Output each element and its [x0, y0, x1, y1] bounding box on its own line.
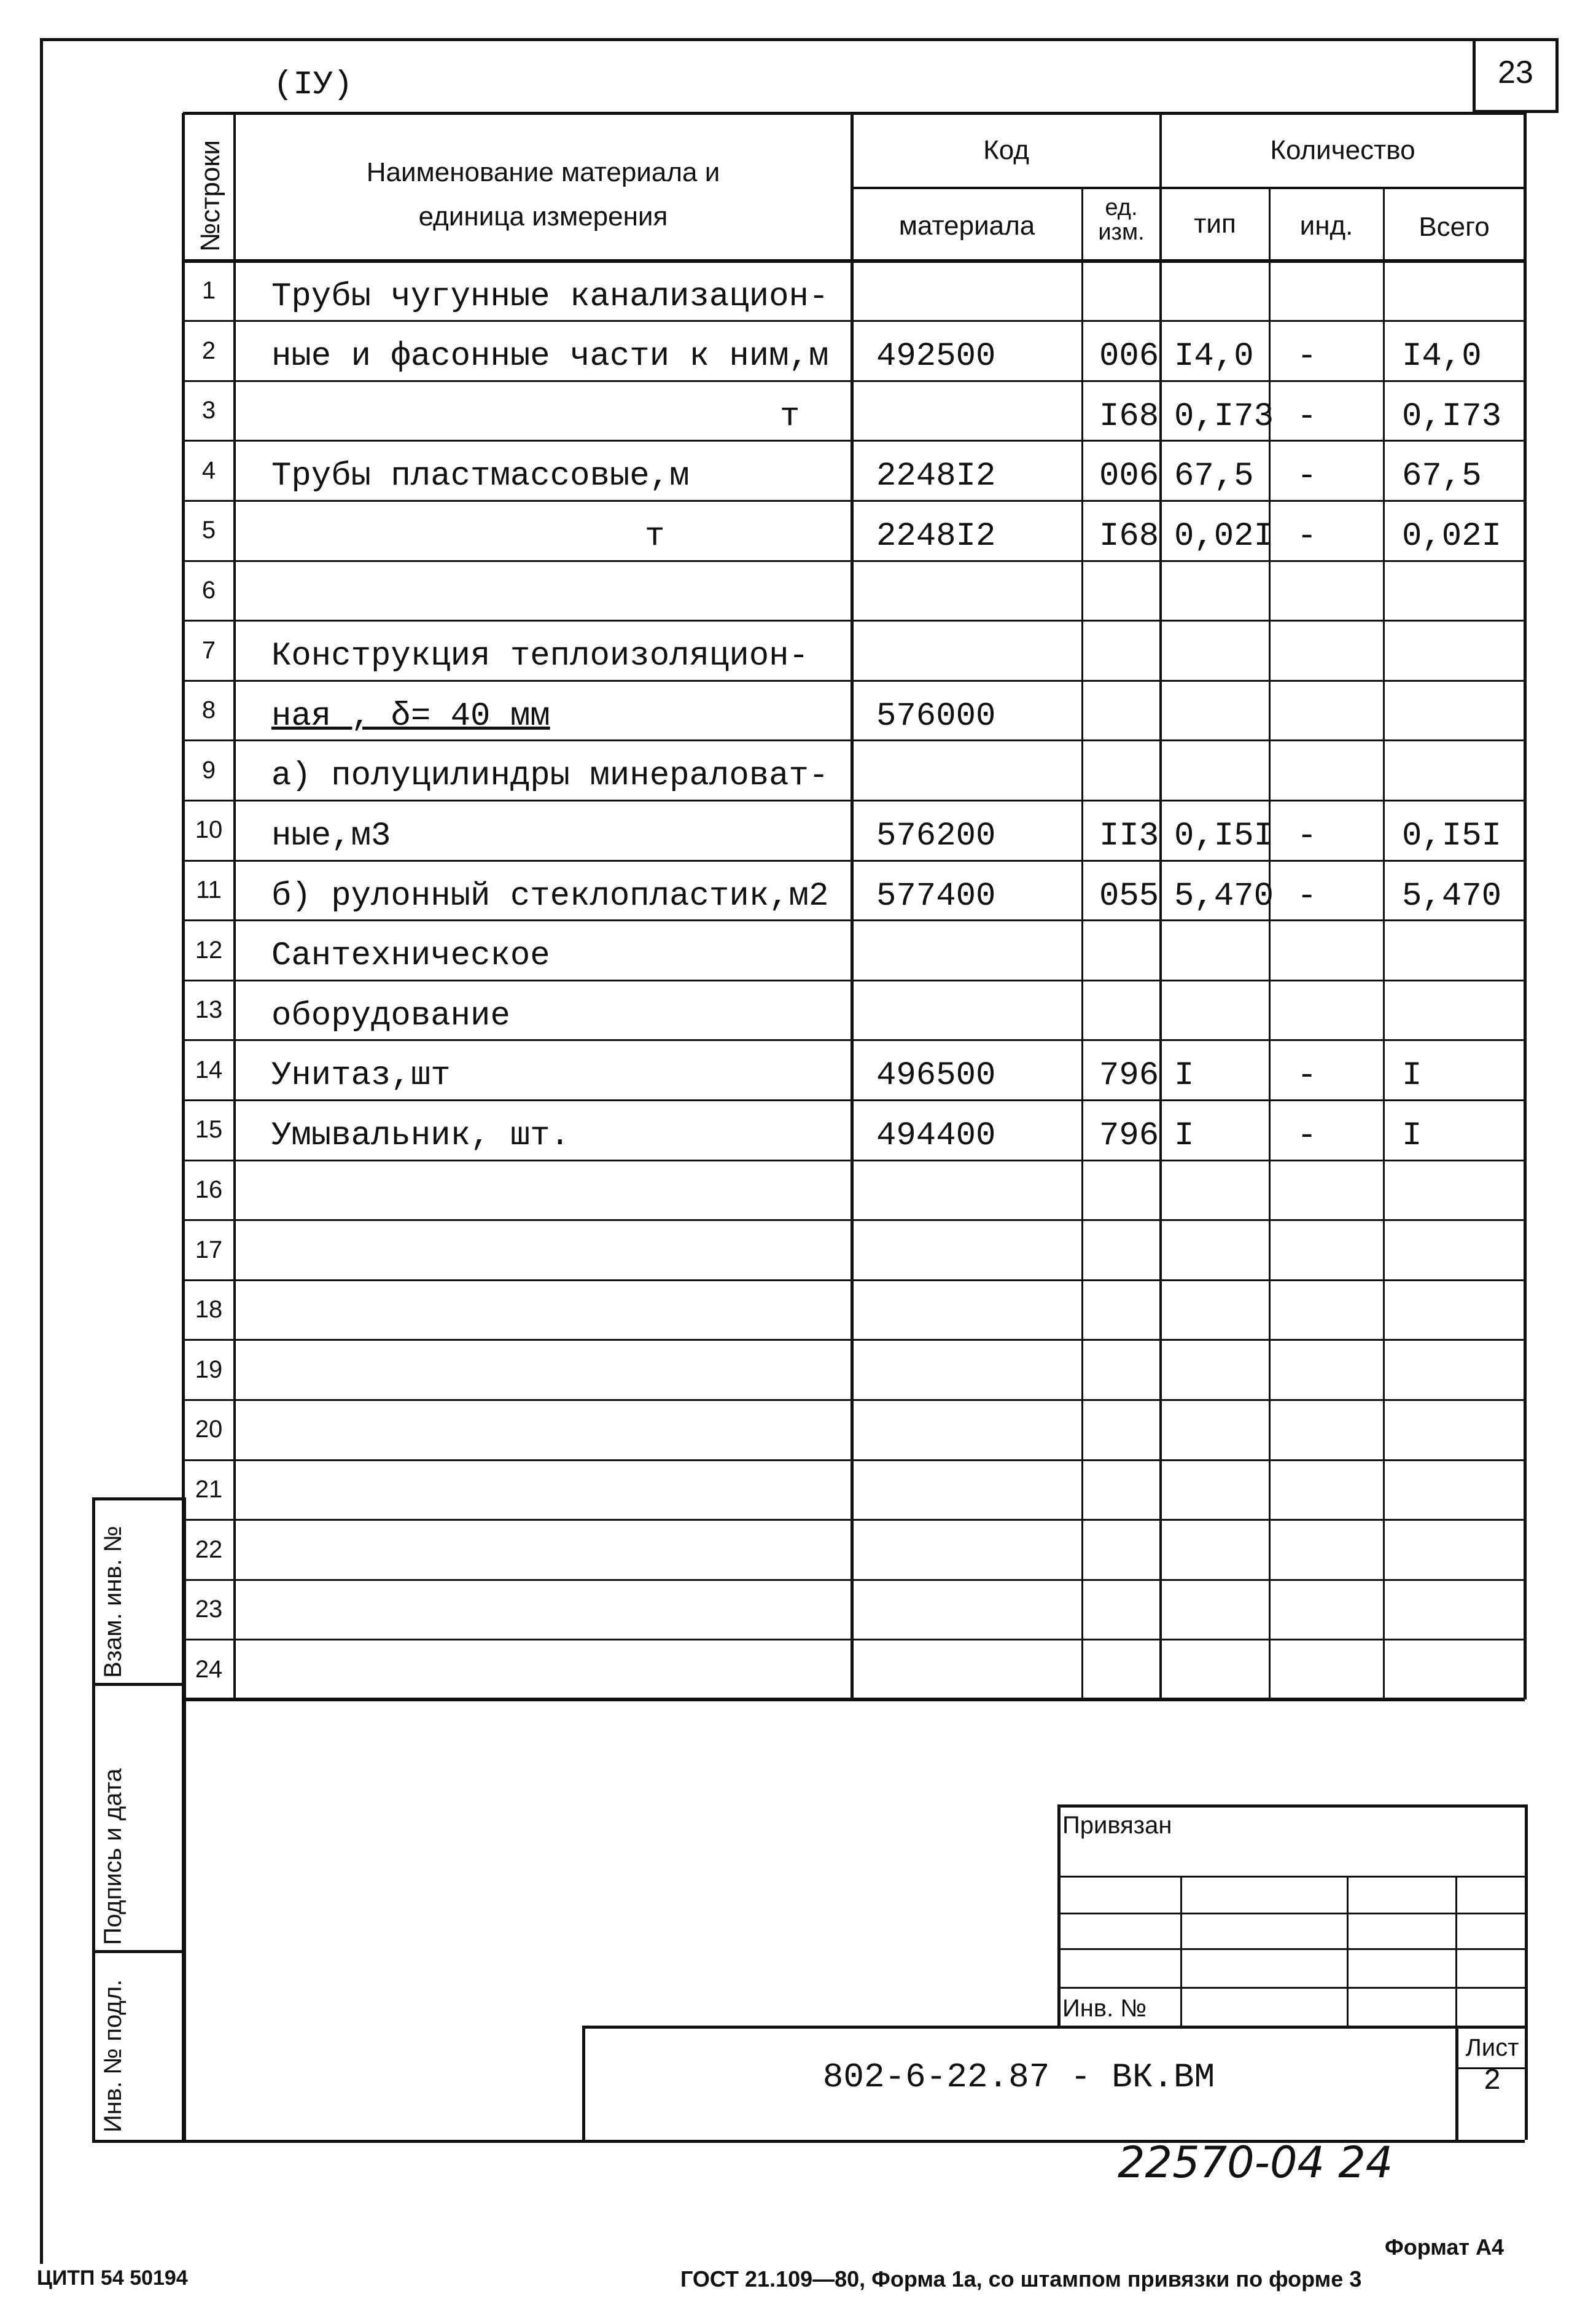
page-number: 23: [1498, 55, 1533, 90]
row-number: 21: [195, 1476, 223, 1503]
row-rule: [183, 320, 1525, 322]
row-number: 13: [195, 996, 223, 1024]
row-rule: [183, 560, 1525, 562]
header-quantity: Количество: [1270, 135, 1415, 165]
row-rule: [183, 380, 1525, 382]
row-rule: [183, 620, 1525, 622]
row-rule: [183, 440, 1525, 442]
row-ind: -: [1297, 397, 1317, 435]
row-number: 9: [201, 756, 216, 784]
side-divider: [92, 1497, 186, 1500]
stamp-row-rule: [1057, 1948, 1525, 1950]
row-total: I: [1402, 1117, 1422, 1155]
row-total: 0,02I: [1402, 518, 1502, 555]
header-code-material: материала: [898, 211, 1035, 241]
header-mid-rule: [852, 187, 1525, 189]
row-code: 496500: [876, 1057, 996, 1095]
stamp-col-rule: [1347, 1876, 1349, 2027]
row-number: 5: [201, 517, 216, 544]
side-divider: [92, 1683, 186, 1686]
row-number: 8: [201, 696, 216, 724]
row-unit: 055: [1099, 877, 1159, 915]
row-number: 14: [195, 1056, 223, 1083]
row-code: 492500: [876, 338, 996, 376]
row-ind: -: [1297, 1057, 1317, 1095]
row-number: 15: [195, 1116, 223, 1144]
stamp-left-rule: [1057, 1804, 1061, 2027]
row-rule: [183, 1519, 1525, 1521]
row-ind: -: [1297, 1117, 1317, 1155]
row-rule: [183, 1099, 1525, 1101]
side-left-rule: [92, 1497, 95, 2140]
row-name: Сантехническое: [271, 937, 550, 975]
col-rule-total: [1383, 188, 1385, 1699]
col-rule-right: [1524, 113, 1527, 1699]
row-type: I4,0: [1174, 338, 1254, 376]
row-rule: [183, 1219, 1525, 1221]
row-type: I: [1174, 1057, 1194, 1095]
row-number: 19: [195, 1356, 223, 1383]
row-rule: [183, 860, 1525, 862]
row-unit: 796: [1099, 1057, 1159, 1095]
row-total: I: [1402, 1057, 1422, 1095]
row-rule: [183, 980, 1525, 981]
row-number: 12: [195, 936, 223, 964]
row-code: 576200: [876, 817, 996, 855]
header-q-ind: инд.: [1299, 211, 1353, 241]
row-unit: II3: [1099, 817, 1159, 855]
header-code: Код: [983, 135, 1029, 165]
row-type: 0,02I: [1174, 518, 1274, 555]
row-total: 0,I73: [1402, 397, 1502, 435]
row-type: 5,470: [1174, 877, 1274, 915]
row-rule: [183, 1579, 1525, 1581]
document-code: 802-6-22.87 - ВК.ВМ: [822, 2058, 1215, 2097]
stamp-bound-label: Привязан: [1062, 1812, 1172, 1839]
row-name: а) полуцилиндры минераловат-: [271, 757, 829, 795]
row-rule: [183, 1639, 1525, 1640]
row-number: 24: [195, 1655, 223, 1683]
row-type: I: [1174, 1117, 1194, 1155]
row-rule: [183, 500, 1525, 502]
sheet-label: Лист: [1465, 2034, 1519, 2061]
row-rule: [183, 1279, 1525, 1281]
row-rule: [183, 1459, 1525, 1461]
row-name: б) рулонный стеклопластик,м2: [271, 877, 829, 915]
row-name: Унитаз,шт: [271, 1057, 451, 1095]
row-total: 0,I5I: [1402, 817, 1502, 855]
row-name: ная , δ= 40 мм: [271, 697, 550, 735]
row-ind: -: [1297, 877, 1317, 915]
side-label-replace-inv: Взам. инв. №: [99, 1526, 127, 1678]
row-number: 7: [201, 636, 216, 664]
header-name: Наименование материала и единица измерения: [366, 157, 720, 232]
row-rule: [183, 1399, 1525, 1401]
row-code: 2248I2: [876, 458, 996, 496]
row-number: 1: [201, 277, 216, 304]
row-number: 17: [195, 1236, 223, 1263]
header-bottom-rule: [183, 259, 1525, 263]
row-ind: -: [1297, 518, 1317, 555]
header-q-total: Всего: [1419, 212, 1490, 242]
col-rule-code: [851, 113, 854, 1699]
row-number: 3: [201, 397, 216, 424]
row-number: 2: [201, 337, 216, 364]
row-total: I4,0: [1402, 338, 1482, 376]
header-q-type: тип: [1194, 209, 1236, 239]
row-unit: I68: [1099, 518, 1159, 555]
row-code: 577400: [876, 877, 996, 915]
row-type: 0,I5I: [1174, 817, 1274, 855]
stamp-col-rule: [1455, 1876, 1457, 2027]
stamp-row-rule: [1057, 1913, 1525, 1914]
row-code: 2248I2: [876, 518, 996, 555]
row-number: 10: [195, 816, 223, 844]
col-rule-type: [1159, 113, 1162, 1699]
row-rule: [183, 1039, 1525, 1041]
row-number: 23: [195, 1596, 223, 1623]
stamp-row-rule: [1057, 1876, 1525, 1878]
side-label-orig-inv: Инв. № подл.: [99, 1979, 127, 2132]
row-type: 0,I73: [1174, 397, 1274, 435]
row-rule: [183, 1160, 1525, 1161]
row-name: Трубы чугунные канализацион-: [271, 278, 829, 316]
footer-left: ЦИТП 54 50194: [37, 2266, 188, 2290]
stamp-inv-label: Инв. №: [1062, 1995, 1147, 2022]
row-number: 4: [201, 456, 216, 484]
table-top-rule: [183, 112, 1525, 115]
header-row-no: №строки: [195, 139, 225, 252]
row-name: ные,м3: [271, 817, 391, 855]
sheet-number: 2: [1483, 2065, 1501, 2098]
side-right-rule: [183, 1497, 186, 2140]
handwritten-note: 22570-04 24: [1118, 2137, 1393, 2188]
row-number: 6: [201, 577, 216, 604]
row-unit: 796: [1099, 1117, 1159, 1155]
row-rule: [183, 1698, 1525, 1701]
row-number: 16: [195, 1176, 223, 1203]
row-total: 67,5: [1402, 458, 1482, 496]
col-rule-unit: [1081, 188, 1083, 1699]
row-rule: [183, 919, 1525, 921]
row-rule: [183, 680, 1525, 682]
row-number: 11: [196, 876, 222, 903]
row-number: 20: [195, 1416, 223, 1443]
row-ind: -: [1297, 817, 1317, 855]
row-name: Трубы пластмассовые,м: [271, 458, 690, 496]
footer-format: Формат А4: [1385, 2234, 1505, 2260]
stamp-top-rule: [1057, 1804, 1525, 1808]
row-rule: [183, 739, 1525, 741]
row-total: 5,470: [1402, 877, 1502, 915]
row-name: оборудование: [271, 997, 510, 1035]
stamp-row-rule: [1057, 1987, 1525, 1989]
row-unit: 006: [1099, 338, 1159, 376]
header-code-unit: ед. изм.: [1098, 195, 1145, 245]
row-type: 67,5: [1174, 458, 1254, 496]
side-label-sign-date: Подпись и дата: [99, 1768, 127, 1945]
row-name: Умывальник, шт.: [271, 1117, 570, 1155]
row-ind: -: [1297, 338, 1317, 376]
row-code: 576000: [876, 697, 996, 735]
row-rule: [183, 1339, 1525, 1341]
row-name: ные и фасонные части к ним,м: [271, 338, 829, 376]
row-name: т: [645, 518, 665, 555]
row-name: Конструкция теплоизоляцион-: [271, 638, 809, 676]
side-divider: [92, 1950, 186, 1953]
stamp-col-rule: [1180, 1876, 1182, 2027]
row-name: т: [780, 397, 800, 435]
row-number: 18: [195, 1296, 223, 1324]
sheet-marker: (IУ): [273, 66, 353, 104]
footer-gost: ГОСТ 21.109—80, Форма 1а, со штампом привязки по форме 3: [680, 2266, 1362, 2292]
row-code: 494400: [876, 1117, 996, 1155]
row-rule: [183, 800, 1525, 802]
row-unit: 006: [1099, 458, 1159, 496]
row-number: 22: [195, 1535, 223, 1563]
row-ind: -: [1297, 458, 1317, 496]
title-top-rule: [582, 2026, 1525, 2029]
row-unit: I68: [1099, 397, 1159, 435]
